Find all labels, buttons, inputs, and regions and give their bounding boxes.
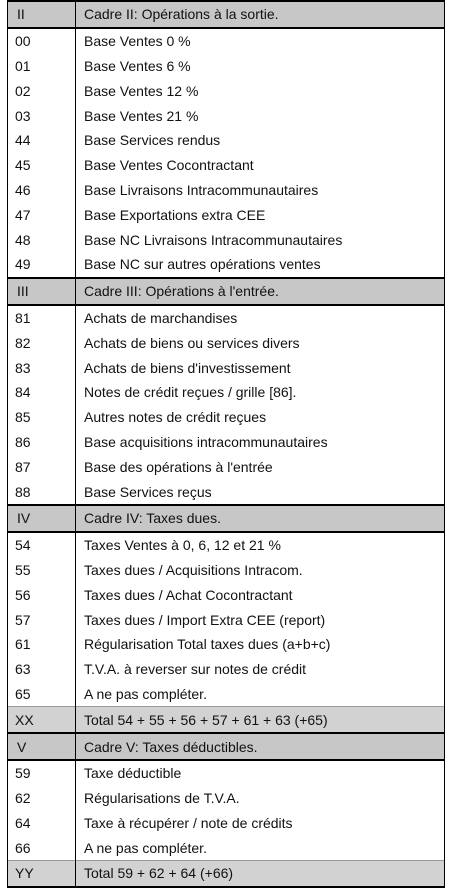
vat-grid-body — [8, 1, 445, 887]
section-header-code: III — [8, 278, 76, 305]
grid-row — [8, 78, 445, 103]
grid-row-label: Achats de marchandises — [76, 305, 445, 331]
grid-row — [8, 657, 445, 682]
total-row — [8, 861, 445, 887]
grid-row-label: Base Exportations extra CEE — [76, 202, 445, 227]
grid-row-label: Base Ventes 6 % — [76, 54, 445, 79]
grid-row-code: 56 — [8, 582, 76, 607]
grid-row-code: 46 — [8, 178, 76, 203]
section-header — [8, 1, 445, 28]
grid-row-label: Taxes dues / Acquisitions Intracom. — [76, 558, 445, 583]
grid-row-label: Base des opérations à l'entrée — [76, 454, 445, 479]
grid-row-code: 55 — [8, 558, 76, 583]
grid-row — [8, 682, 445, 707]
section-header — [8, 733, 445, 760]
section-header-code: IV — [8, 505, 76, 532]
grid-row-code: 54 — [8, 532, 76, 558]
grid-row — [8, 532, 445, 558]
grid-row — [8, 28, 445, 54]
grid-row-label: Base Services rendus — [76, 128, 445, 153]
grid-row — [8, 405, 445, 430]
grid-row-label: Autres notes de crédit reçues — [76, 405, 445, 430]
grid-row-code: 49 — [8, 252, 76, 278]
grid-row-code: 59 — [8, 760, 76, 786]
grid-row-code: 47 — [8, 202, 76, 227]
grid-row-code: 86 — [8, 430, 76, 455]
grid-row-label: Taxes Ventes à 0, 6, 12 et 21 % — [76, 532, 445, 558]
grid-row — [8, 355, 445, 380]
section-header-label: Cadre III: Opérations à l'entrée. — [76, 278, 445, 305]
grid-row-code: 82 — [8, 330, 76, 355]
grid-row-code: 61 — [8, 632, 76, 657]
total-row — [8, 707, 445, 733]
grid-row-label: Base Ventes 0 % — [76, 28, 445, 54]
grid-row-code: 45 — [8, 153, 76, 178]
grid-row — [8, 252, 445, 278]
grid-row — [8, 54, 445, 79]
grid-row-label: Taxe à récupérer / note de crédits — [76, 811, 445, 836]
grid-row — [8, 479, 445, 505]
grid-row-label: Base acquisitions intracommunautaires — [76, 430, 445, 455]
grid-row-label: Taxes dues / Import Extra CEE (report) — [76, 607, 445, 632]
grid-row — [8, 835, 445, 860]
grid-row-label: Base Livraisons Intracommunautaires — [76, 178, 445, 203]
grid-row-code: 66 — [8, 835, 76, 860]
grid-row-code: 87 — [8, 454, 76, 479]
grid-row-code: 03 — [8, 103, 76, 128]
section-header — [8, 505, 445, 532]
grid-row-code: 48 — [8, 227, 76, 252]
grid-row — [8, 607, 445, 632]
grid-row-code: 85 — [8, 405, 76, 430]
grid-row-label: A ne pas compléter. — [76, 835, 445, 860]
grid-row-label: A ne pas compléter. — [76, 682, 445, 707]
grid-row — [8, 430, 445, 455]
grid-row — [8, 760, 445, 786]
grid-row-label: Base Services reçus — [76, 479, 445, 505]
grid-row — [8, 128, 445, 153]
section-header-code: II — [8, 1, 76, 28]
grid-row-label: Taxe déductible — [76, 760, 445, 786]
grid-row-code: 57 — [8, 607, 76, 632]
grid-row — [8, 454, 445, 479]
grid-row — [8, 103, 445, 128]
vat-grid-table — [7, 0, 445, 888]
total-row-label: Total 54 + 55 + 56 + 57 + 61 + 63 (+65) — [76, 707, 445, 733]
grid-row-code: 64 — [8, 811, 76, 836]
section-header-label: Cadre IV: Taxes dues. — [76, 505, 445, 532]
grid-row-label: Notes de crédit reçues / grille [86]. — [76, 380, 445, 405]
grid-row-label: Base Ventes 21 % — [76, 103, 445, 128]
grid-row-label: Base Ventes 12 % — [76, 78, 445, 103]
total-row-code: YY — [8, 861, 76, 887]
grid-row-label: Achats de biens ou services divers — [76, 330, 445, 355]
grid-row-code: 44 — [8, 128, 76, 153]
grid-row-code: 62 — [8, 786, 76, 811]
grid-row-code: 81 — [8, 305, 76, 331]
grid-row-code: 88 — [8, 479, 76, 505]
grid-row — [8, 178, 445, 203]
grid-row — [8, 380, 445, 405]
grid-row-code: 01 — [8, 54, 76, 79]
total-row-label: Total 59 + 62 + 64 (+66) — [76, 861, 445, 887]
grid-row — [8, 153, 445, 178]
grid-row-label: Régularisations de T.V.A. — [76, 786, 445, 811]
grid-row-label: Achats de biens d'investissement — [76, 355, 445, 380]
section-header — [8, 278, 445, 305]
grid-row — [8, 330, 445, 355]
section-header-label: Cadre II: Opérations à la sortie. — [76, 1, 445, 28]
grid-row-label: Base NC sur autres opérations ventes — [76, 252, 445, 278]
grid-row-label: T.V.A. à reverser sur notes de crédit — [76, 657, 445, 682]
grid-row-label: Régularisation Total taxes dues (a+b+c) — [76, 632, 445, 657]
grid-row-code: 83 — [8, 355, 76, 380]
grid-row — [8, 305, 445, 331]
grid-row-label: Base NC Livraisons Intracommunautaires — [76, 227, 445, 252]
grid-row — [8, 202, 445, 227]
grid-row-code: 84 — [8, 380, 76, 405]
grid-row — [8, 632, 445, 657]
grid-row — [8, 582, 445, 607]
grid-row — [8, 786, 445, 811]
section-header-label: Cadre V: Taxes déductibles. — [76, 733, 445, 760]
grid-row-label: Taxes dues / Achat Cocontractant — [76, 582, 445, 607]
grid-row — [8, 227, 445, 252]
grid-row — [8, 558, 445, 583]
section-header-code: V — [8, 733, 76, 760]
grid-row-code: 65 — [8, 682, 76, 707]
grid-row-code: 00 — [8, 28, 76, 54]
grid-row-code: 63 — [8, 657, 76, 682]
grid-row — [8, 811, 445, 836]
total-row-code: XX — [8, 707, 76, 733]
grid-row-code: 02 — [8, 78, 76, 103]
grid-row-label: Base Ventes Cocontractant — [76, 153, 445, 178]
